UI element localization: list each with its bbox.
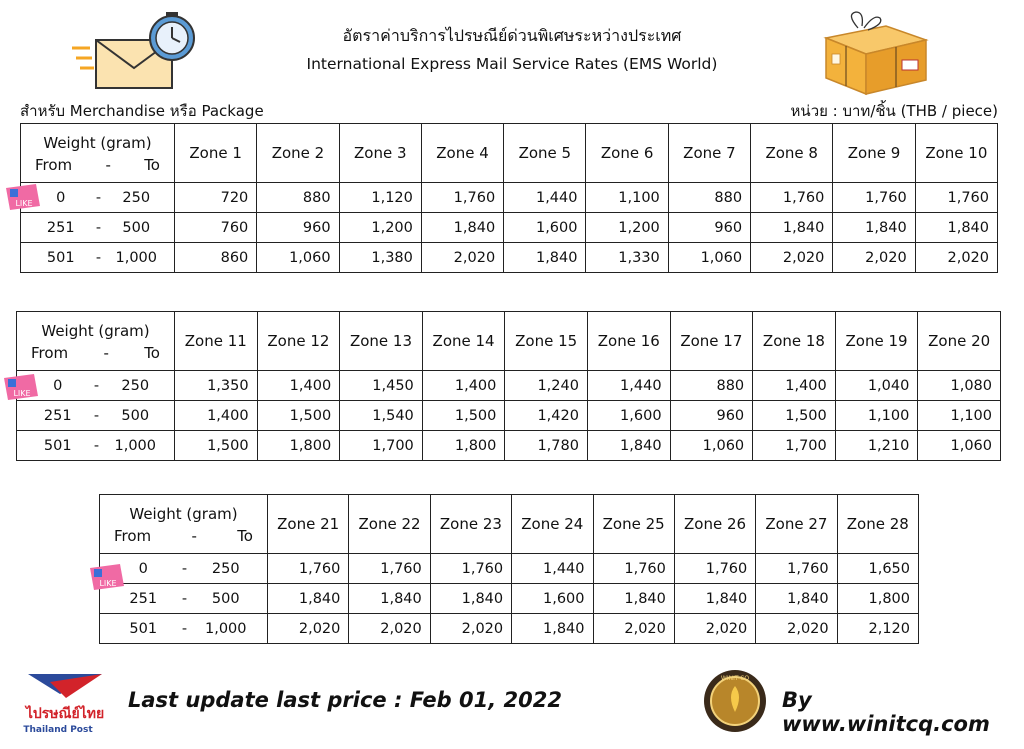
rate-cell: 860 (175, 243, 257, 273)
logo-thai-text: ไปรษณีย์ไทย (25, 706, 105, 722)
rate-cell: 1,800 (257, 431, 340, 461)
zone-header: Zone 26 (674, 495, 755, 554)
rate-cell: 1,350 (175, 371, 258, 401)
rate-cell: 1,440 (504, 183, 586, 213)
weight-to: 250 (122, 189, 151, 206)
rate-cell: 1,330 (586, 243, 668, 273)
weight-header (17, 312, 175, 371)
weight-title: Weight (gram) (129, 505, 238, 523)
weight-dash: - (181, 620, 188, 637)
rate-cell: 1,840 (833, 213, 915, 243)
winitcq-badge-icon (702, 668, 768, 734)
zone-header: Zone 5 (504, 124, 586, 183)
rate-cell: 1,760 (421, 183, 503, 213)
weight-from: 0 (56, 189, 66, 206)
rate-cell: 2,020 (349, 614, 430, 644)
weight-from: 501 (46, 249, 75, 266)
zone-header: Zone 28 (837, 495, 918, 554)
zone-header: Zone 25 (593, 495, 674, 554)
weight-to: 1,000 (204, 620, 247, 637)
like-label: LIKE (13, 389, 31, 398)
weight-to: 250 (121, 377, 150, 394)
rate-cell: 1,600 (587, 401, 670, 431)
title-thai: อัตราค่าบริการไปรษณีย์ด่วนพิเศษระหว่างประเทศ (342, 26, 682, 45)
zone-header: Zone 6 (586, 124, 668, 183)
caption-category: สำหรับ Merchandise หรือ Package (20, 102, 264, 120)
weight-header (100, 495, 268, 554)
weight-from: 501 (129, 620, 158, 637)
weight-range (21, 213, 175, 243)
zone-header: Zone 14 (422, 312, 505, 371)
zone-header: Zone 24 (512, 495, 593, 554)
rate-table-zones-21-28 (99, 494, 919, 644)
rate-cell: 1,400 (175, 401, 258, 431)
rate-cell: 1,420 (505, 401, 588, 431)
from-label: From (114, 527, 152, 545)
to-label: To (144, 344, 160, 362)
weight-dash: - (93, 377, 100, 394)
rate-cell: 1,380 (339, 243, 421, 273)
rate-cell: 2,020 (915, 243, 997, 273)
rate-cell: 1,450 (340, 371, 423, 401)
rate-cell: 1,040 (835, 371, 918, 401)
rate-cell: 1,100 (586, 183, 668, 213)
zone-header: Zone 22 (349, 495, 430, 554)
weight-dash: - (95, 219, 102, 236)
weight-from: 251 (46, 219, 75, 236)
rate-cell: 1,060 (668, 243, 750, 273)
rate-cell: 1,760 (756, 554, 837, 584)
zone-header: Zone 10 (915, 124, 997, 183)
weight-dash: - (95, 249, 102, 266)
rate-cell: 2,120 (837, 614, 918, 644)
last-update-text: Last update last price : Feb 01, 2022 (128, 688, 562, 712)
weight-dash: - (93, 437, 100, 454)
logo-english-text: Thailand Post (23, 725, 93, 735)
rate-cell: 1,840 (268, 584, 349, 614)
to-label: To (144, 156, 160, 174)
rate-cell: 2,020 (751, 243, 833, 273)
weight-range (21, 243, 175, 273)
rate-cell: 880 (257, 183, 339, 213)
table-row (17, 371, 1001, 401)
rate-cell: 1,760 (674, 554, 755, 584)
weight-dash: - (181, 560, 188, 577)
rate-cell: 1,650 (837, 554, 918, 584)
weight-title: Weight (gram) (43, 134, 152, 152)
rate-cell: 1,840 (349, 584, 430, 614)
weight-to: 500 (122, 219, 151, 236)
weight-to: 250 (211, 560, 240, 577)
weight-dash: - (181, 590, 188, 607)
package-icon (806, 8, 936, 96)
dash-label: - (103, 344, 109, 362)
weight-from: 0 (53, 377, 63, 394)
rate-cell: 1,840 (593, 584, 674, 614)
rate-cell: 1,840 (674, 584, 755, 614)
rate-cell: 1,200 (339, 213, 421, 243)
rate-cell: 1,080 (918, 371, 1001, 401)
to-label: To (237, 527, 253, 545)
rate-cell: 760 (175, 213, 257, 243)
weight-dash: - (95, 189, 102, 206)
rate-cell: 1,760 (593, 554, 674, 584)
rate-cell: 1,100 (918, 401, 1001, 431)
weight-to: 1,000 (115, 249, 157, 266)
zone-header: Zone 16 (587, 312, 670, 371)
zone-header: Zone 20 (918, 312, 1001, 371)
weight-from: 251 (129, 590, 158, 607)
like-badge-icon[interactable] (0, 372, 40, 402)
table-row (100, 554, 919, 584)
from-label: From (31, 344, 69, 362)
zone-header: Zone 11 (175, 312, 258, 371)
dash-label: - (105, 156, 111, 174)
rate-cell: 1,060 (918, 431, 1001, 461)
rate-cell: 1,760 (268, 554, 349, 584)
rate-cell: 1,060 (670, 431, 753, 461)
zone-header: Zone 27 (756, 495, 837, 554)
table-row (100, 584, 919, 614)
zone-header: Zone 21 (268, 495, 349, 554)
rate-cell: 1,100 (835, 401, 918, 431)
from-label: From (35, 156, 73, 174)
like-label: LIKE (15, 199, 33, 208)
rate-cell: 1,840 (504, 243, 586, 273)
zone-header: Zone 17 (670, 312, 753, 371)
weight-from: 0 (138, 560, 148, 577)
zone-header: Zone 12 (257, 312, 340, 371)
rate-cell: 1,840 (756, 584, 837, 614)
like-badge-icon[interactable] (86, 562, 126, 592)
weight-from: 251 (43, 407, 72, 424)
like-label: LIKE (99, 579, 117, 588)
rate-cell: 1,500 (422, 401, 505, 431)
rate-cell: 1,840 (430, 584, 511, 614)
rate-cell: 1,200 (586, 213, 668, 243)
rate-cell: 2,020 (833, 243, 915, 273)
rate-cell: 1,060 (257, 243, 339, 273)
table-row (17, 431, 1001, 461)
zone-header: Zone 1 (175, 124, 257, 183)
rate-cell: 2,020 (593, 614, 674, 644)
caption-unit: หน่วย : บาท/ชิ้น (THB / piece) (790, 102, 998, 120)
weight-range (21, 183, 175, 213)
rate-cell: 1,440 (512, 554, 593, 584)
thailand-post-logo (20, 668, 110, 738)
rate-cell: 1,760 (915, 183, 997, 213)
rate-cell: 1,840 (421, 213, 503, 243)
rate-table-zones-11-20 (16, 311, 1001, 461)
zone-header: Zone 7 (668, 124, 750, 183)
table-row (17, 401, 1001, 431)
rate-cell: 1,840 (915, 213, 997, 243)
rate-cell: 1,440 (587, 371, 670, 401)
rate-cell: 1,500 (257, 401, 340, 431)
by-website-text: By www.winitcq.com (782, 688, 990, 736)
envelope-clock-icon (72, 10, 197, 92)
rate-cell: 1,840 (512, 614, 593, 644)
rate-cell: 1,400 (257, 371, 340, 401)
table-row (21, 213, 998, 243)
weight-dash: - (93, 407, 100, 424)
rate-cell: 2,020 (674, 614, 755, 644)
rate-cell: 1,760 (833, 183, 915, 213)
rate-cell: 960 (668, 213, 750, 243)
rate-cell: 1,800 (422, 431, 505, 461)
rate-cell: 1,760 (430, 554, 511, 584)
zone-header: Zone 4 (421, 124, 503, 183)
weight-to: 1,000 (114, 437, 156, 454)
rate-cell: 1,700 (753, 431, 836, 461)
weight-title: Weight (gram) (41, 322, 150, 340)
zone-header: Zone 23 (430, 495, 511, 554)
rate-cell: 2,020 (421, 243, 503, 273)
rate-cell: 960 (670, 401, 753, 431)
weight-range (17, 371, 175, 401)
rate-cell: 1,400 (422, 371, 505, 401)
rate-cell: 1,840 (587, 431, 670, 461)
weight-range (100, 614, 268, 644)
zone-header: Zone 18 (753, 312, 836, 371)
zone-header: Zone 19 (835, 312, 918, 371)
rate-cell: 1,780 (505, 431, 588, 461)
rate-cell: 1,240 (505, 371, 588, 401)
rate-cell: 1,760 (349, 554, 430, 584)
table-row (21, 243, 998, 273)
zone-header: Zone 3 (339, 124, 421, 183)
zone-header: Zone 8 (751, 124, 833, 183)
rate-table-zones-1-10 (20, 123, 998, 273)
rate-cell: 1,600 (512, 584, 593, 614)
rate-cell: 880 (668, 183, 750, 213)
rate-cell: 880 (670, 371, 753, 401)
title-english: International Express Mail Service Rates (EMS World) (306, 55, 718, 73)
zone-header: Zone 15 (505, 312, 588, 371)
rate-cell: 1,210 (835, 431, 918, 461)
rate-cell: 1,600 (504, 213, 586, 243)
rate-cell: 1,500 (175, 431, 258, 461)
weight-to: 500 (211, 590, 240, 607)
rate-cell: 720 (175, 183, 257, 213)
rate-cell: 1,540 (340, 401, 423, 431)
rate-cell: 960 (257, 213, 339, 243)
rate-cell: 1,760 (751, 183, 833, 213)
weight-range (17, 431, 175, 461)
rate-cell: 1,500 (753, 401, 836, 431)
rate-cell: 1,400 (753, 371, 836, 401)
table-row (21, 183, 998, 213)
weight-range (17, 401, 175, 431)
rate-cell: 1,120 (339, 183, 421, 213)
like-badge-icon[interactable] (2, 182, 42, 212)
zone-header: Zone 2 (257, 124, 339, 183)
zone-header: Zone 13 (340, 312, 423, 371)
zone-header: Zone 9 (833, 124, 915, 183)
rate-cell: 1,800 (837, 584, 918, 614)
weight-header (21, 124, 175, 183)
dash-label: - (191, 527, 197, 545)
table-row (100, 614, 919, 644)
badge-text: WINIT-CQ (720, 675, 750, 682)
rate-cell: 1,700 (340, 431, 423, 461)
rate-cell: 2,020 (268, 614, 349, 644)
weight-from: 501 (43, 437, 72, 454)
rate-cell: 1,840 (751, 213, 833, 243)
rate-cell: 2,020 (430, 614, 511, 644)
rate-cell: 2,020 (756, 614, 837, 644)
weight-to: 500 (121, 407, 150, 424)
